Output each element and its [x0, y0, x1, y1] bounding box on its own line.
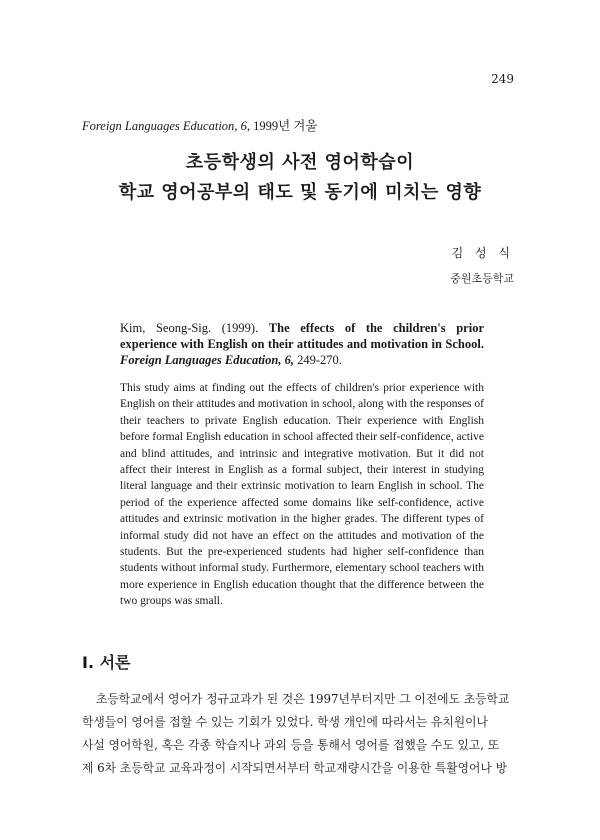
title-line-1: 초등학생의 사전 영어학습이	[185, 152, 415, 173]
section-heading: Ⅰ. 서론	[82, 653, 131, 672]
body-line: 사설 영어학원, 혹은 각종 학습지나 과외 등을 통해서 영어를 접했을 수도 있고, 또	[82, 738, 500, 752]
author-block	[450, 240, 514, 292]
journal-name: Foreign Languages Education	[82, 119, 235, 133]
page-number: 249	[491, 72, 514, 86]
body-line: 초등학교에서 영어가 정규교과가 된 것은 1997년부터지만 그 이전에도 초등학교	[96, 692, 510, 706]
journal-year-season: 1999년 겨울	[253, 119, 318, 133]
journal-volume: 6	[240, 119, 247, 133]
citation	[120, 320, 484, 368]
journal-header: Foreign Languages Education, 6, 1999년 겨울	[82, 119, 318, 133]
title-line-2: 학교 영어공부의 태도 및 동기에 미치는 영향	[118, 182, 482, 203]
body-line: 제 6차 초등학교 교육과정이 시작되면서부터 학교재량시간을 이용한 특활영어나 방	[82, 761, 507, 775]
abstract-text: This study aims at finding out the effects of children's prior experience with English on their attitudes and motivation in school, along with the responses of their teachers to private English education. Their experience with English before formal English education in school affected their self-confidence, active and blind attitudes, and intrinsic and integrative motivation. But it did not affect their interest in English as a formal subject, their interest in studying literal language and their extrinsic motivation to learn English in school. The period of the experience affected some domains like self-confidence, active attitudes and extrinsic motivation in the higher grades. The different types of informal study did not have an effect on the attitudes and motivation of the students. But the pre-experienced students had higher self-confidence than students without informal study. Furthermore, elementary school teachers with more experience in English education thought that the difference between the two groups was small.	[120, 382, 484, 608]
author-affiliation: 중원초등학교	[450, 272, 514, 285]
citation-article-title: The effects of the children's prior experience with English on their attitudes and motivation in School.	[120, 321, 484, 351]
article-title	[0, 148, 600, 208]
author-name: 김 성 식	[451, 246, 514, 260]
body-paragraph	[82, 688, 518, 780]
citation-pages: 249-270.	[297, 353, 342, 367]
citation-authors-year: Kim, Seong-Sig. (1999).	[120, 321, 259, 335]
body-line: 학생들이 영어를 접할 수 있는 기회가 있었다. 학생 개인에 따라서는 유치원이나	[82, 715, 488, 729]
citation-journal: Foreign Languages Education, 6,	[120, 353, 294, 367]
